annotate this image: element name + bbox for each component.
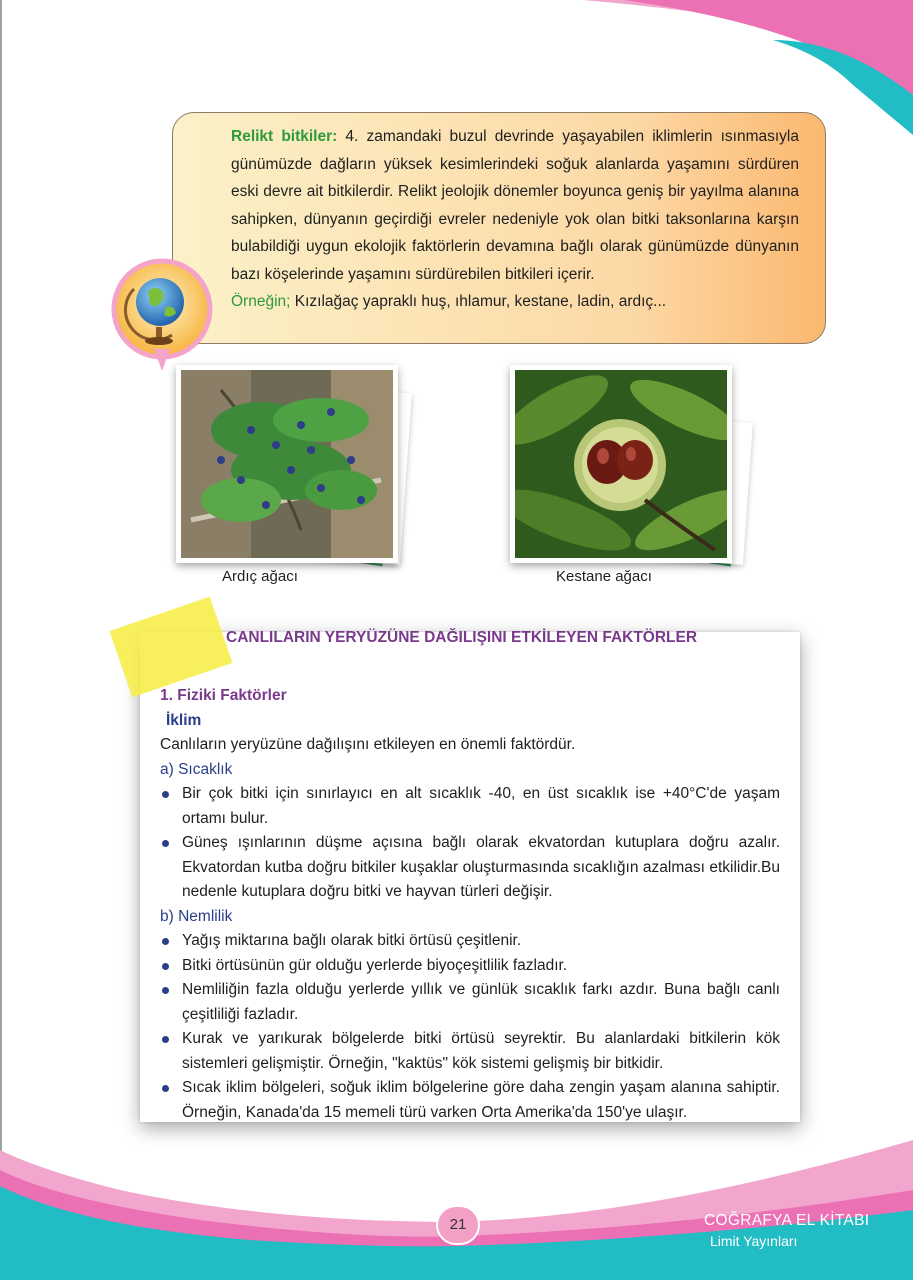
temperature-list (160, 782, 780, 905)
humidity-list (160, 929, 780, 1125)
humidity-heading: b) Nemlilik (160, 907, 233, 925)
globe-icon (110, 257, 214, 375)
example-text: Kızılağaç yapraklı huş, ıhlamur, kestane, ladin, ardıç... (290, 293, 667, 310)
physical-factors-heading: 1. Fiziki Faktörler (160, 687, 287, 704)
list-item: Bir çok bitki için sınırlayıcı en alt sıcaklık -40, en üst sıcaklık ise +40°C'de yaşam ortamı bulur. (160, 782, 780, 831)
book-title: COĞRAFYA EL KİTABI (704, 1212, 870, 1229)
relict-term: Relikt bitkiler: (231, 128, 338, 145)
juniper-caption: Ardıç ağacı (222, 568, 298, 585)
list-item: Bitki örtüsünün gür olduğu yerlerde biyoçeşitlilik fazladır. (160, 954, 780, 979)
list-item: Yağış miktarına bağlı olarak bitki örtüsü çeşitlenir. (160, 929, 780, 954)
chestnut-caption: Kestane ağacı (556, 568, 652, 585)
page-margin-line (0, 0, 2, 1280)
publisher-name: Limit Yayınları (710, 1233, 798, 1249)
factors-title: CANLILARIN YERYÜZÜNE DAĞILIŞINI ETKİLEYEN FAKTÖRLER (226, 629, 698, 646)
list-item: Güneş ışınlarının düşme açısına bağlı olarak ekvatordan kutuplara doğru azalır. Ekvatordan kutba doğru bitkiler kuşaklar oluşturmasında sıcaklığın azalması etkilidir.Bu nedenle kutuplara doğru bitki ve hayvan türleri değişir. (160, 831, 780, 905)
list-item: Kurak ve yarıkurak bölgelerde bitki örtüsü seyrektir. Bu alanlardaki bitkilerin kök sistemleri gelişmiştir. Örneğin, "kaktüs" kök sistemi gelişmiş bir bitkidir. (160, 1027, 780, 1076)
example-label: Örneğin; (231, 293, 291, 310)
climate-intro: Canlıların yeryüzüne dağılışını etkileyen en önemli faktördür. (160, 736, 576, 753)
climate-heading: İklim (166, 711, 202, 729)
temperature-heading: a) Sıcaklık (160, 760, 233, 778)
chestnut-photo (515, 370, 727, 558)
relict-example (231, 288, 799, 316)
relict-definition: 4. zamandaki buzul devrinde yaşayabilen iklimlerin ısınmasıyla günümüzde dağların yüksek kesimlerindeki soğuk alanlarda yaşamını sürdüren eski devre ait bitkilerdir. Relikt jeolojik dönemler boyunca geniş bir yayılma alanına sahipken, dünyanın geçirdiği evreler nedeniyle yok olan bitki taksonlarına karşın bulabildiği uygun ekolojik faktörlerin devamına bağlı olarak günümüzde dünyanın bazı köşelerinde yaşamını sürdürebilen bitkileri içerir. (231, 128, 799, 283)
juniper-photo (181, 370, 393, 558)
list-item: Sıcak iklim bölgeleri, soğuk iklim bölgelerine göre daha zengin yaşam alanına sahiptir. Örneğin, Kanada'da 15 memeli türü varken Orta Amerika'da 150'ye ulaşır. (160, 1076, 780, 1125)
page-number: 21 (436, 1205, 480, 1245)
relict-paragraph (231, 123, 799, 288)
relict-plants-box (172, 112, 826, 344)
factors-content (160, 684, 780, 1125)
list-item: Nemliliğin fazla olduğu yerlerde yıllık ve günlük sıcaklık farkı azdır. Buna bağlı canlı çeşitliliği fazladır. (160, 978, 780, 1027)
